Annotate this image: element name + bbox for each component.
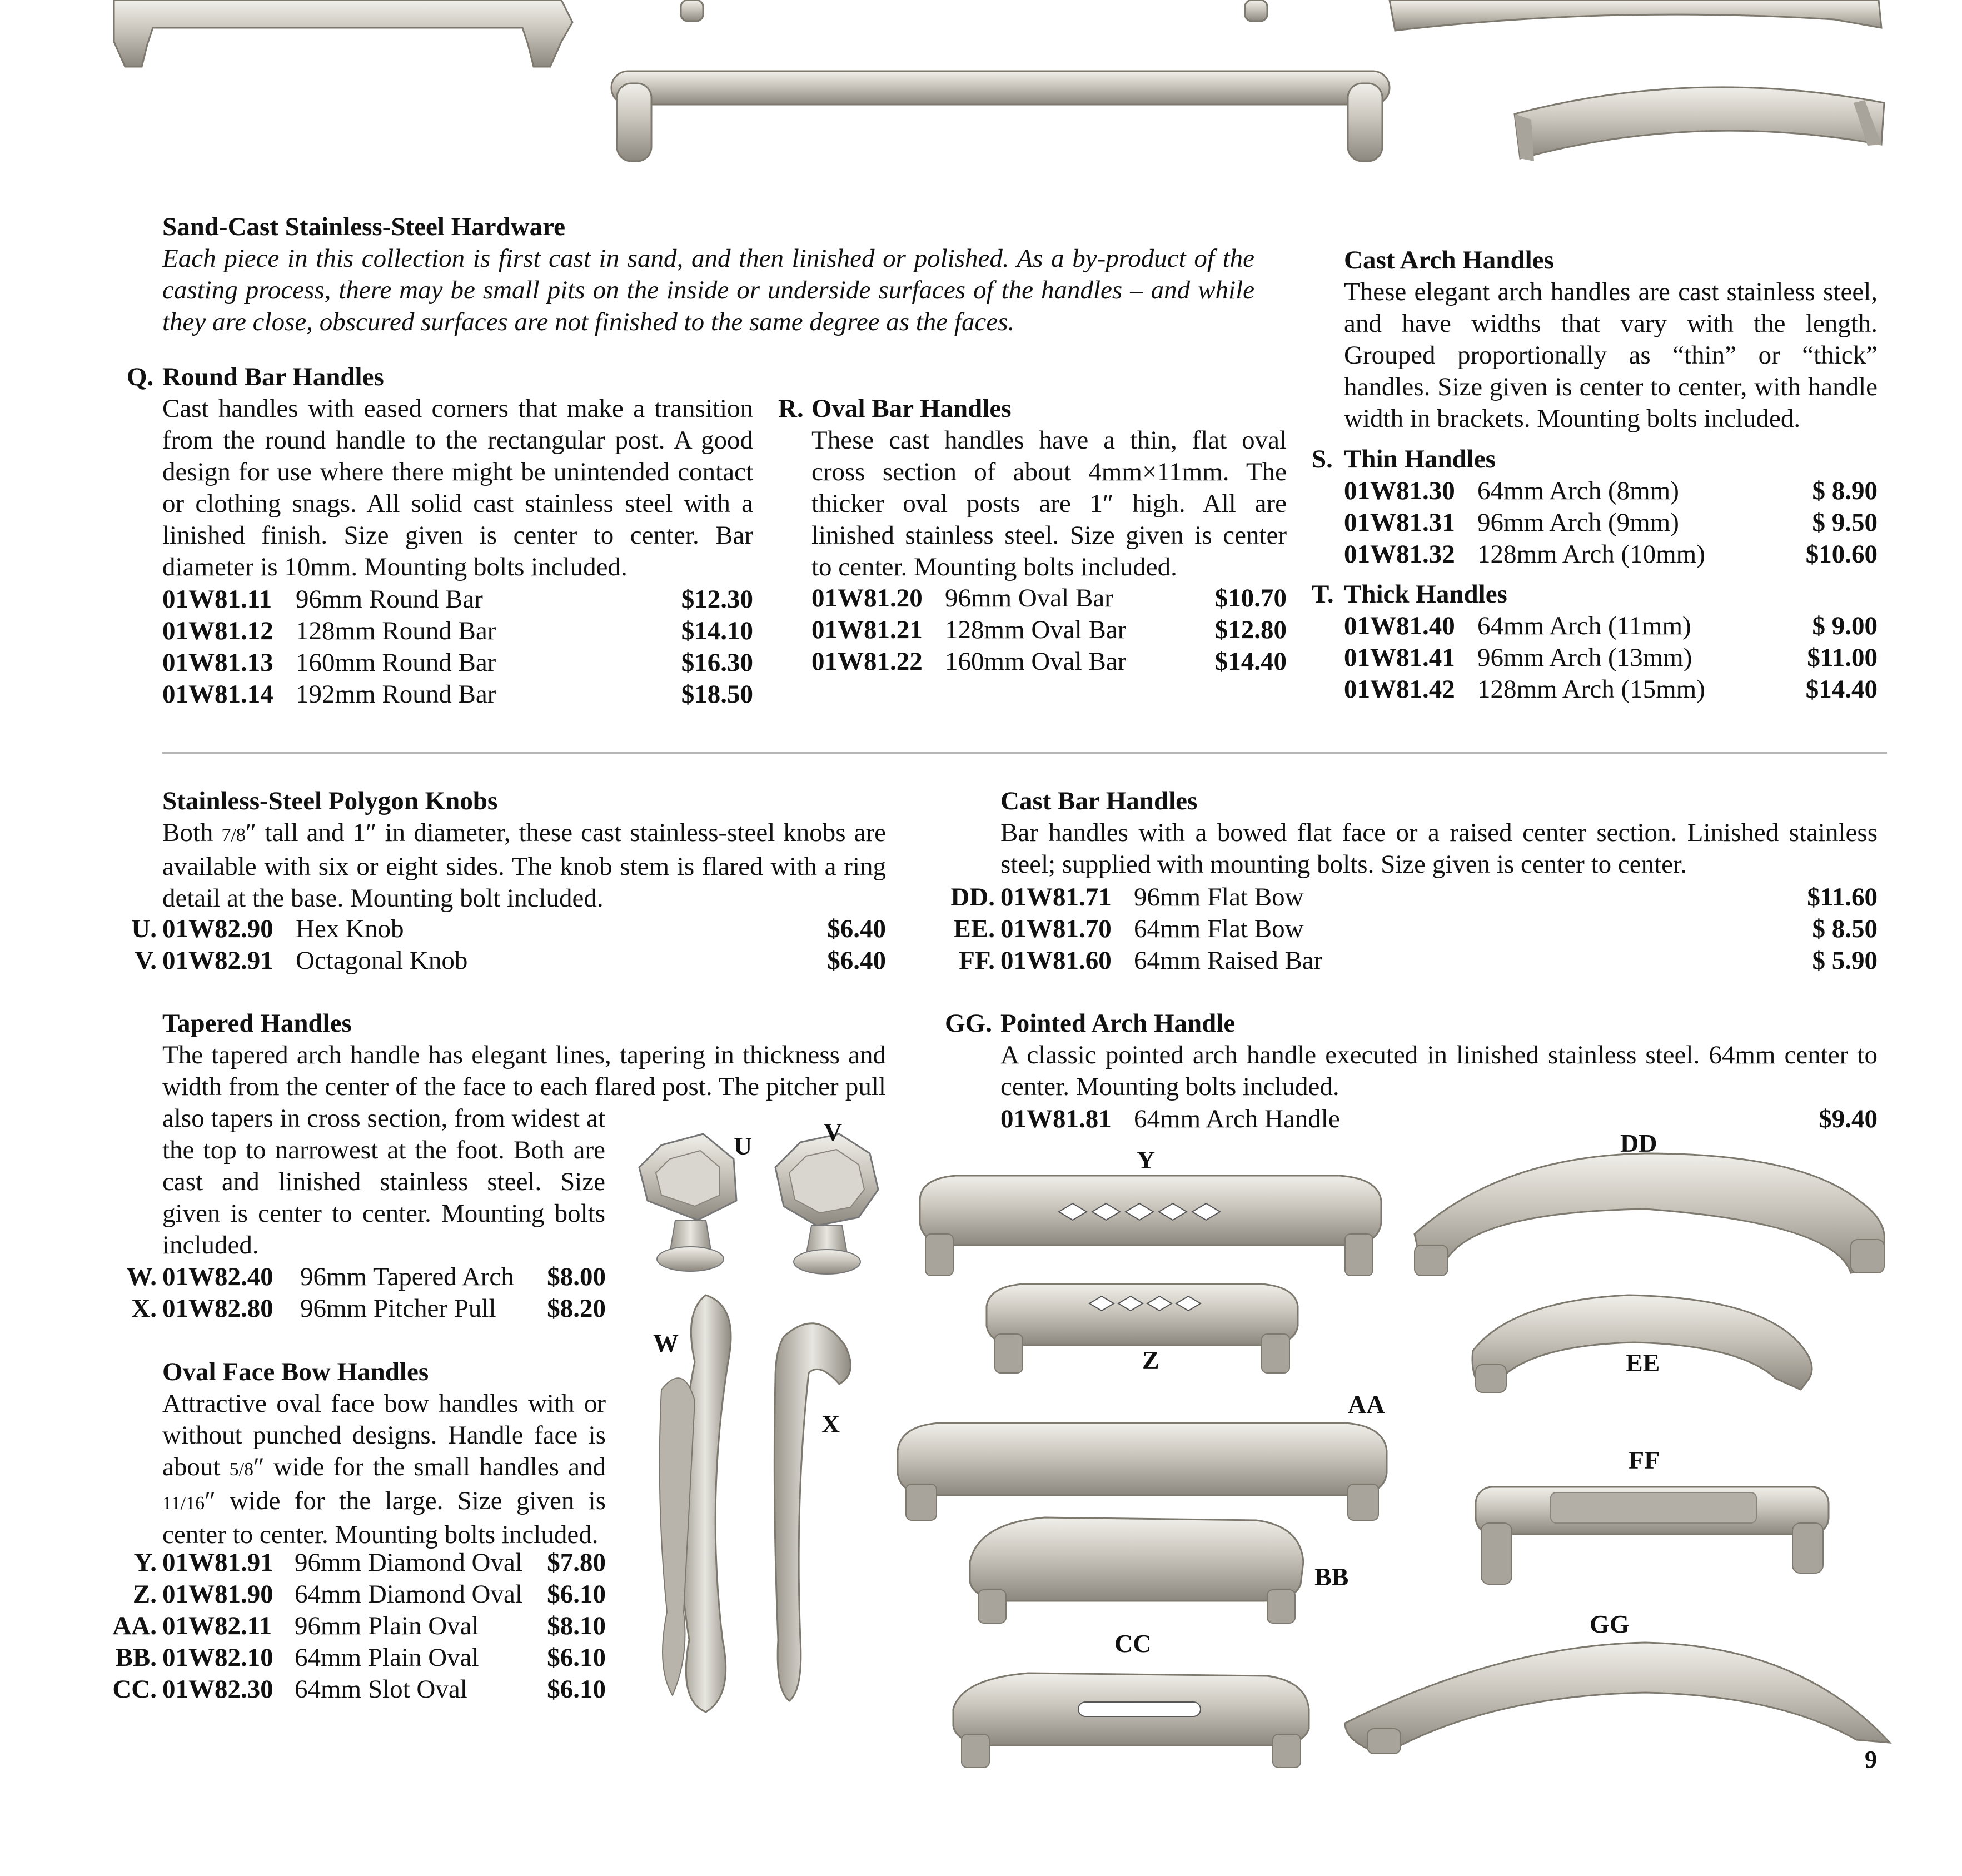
- item-letter: W.: [126, 1262, 157, 1291]
- item-letter: Z.: [132, 1580, 157, 1609]
- oval-face-text-c: ″ wide for the large. Size given is center to center. Mounting bolts included.: [162, 1486, 606, 1549]
- photo-label-w: W: [653, 1329, 679, 1357]
- photo-label-bb: BB: [1314, 1562, 1349, 1591]
- item-desc: 192mm Round Bar: [296, 680, 496, 709]
- item-code: 01W81.14: [162, 680, 273, 709]
- tapered-text: [162, 1039, 886, 1260]
- item-price: $18.50: [681, 680, 753, 709]
- list-item: [1000, 1103, 1878, 1135]
- raised-bar-handle-photo: [1476, 1487, 1829, 1584]
- list-item: [162, 679, 753, 710]
- item-desc: 96mm Tapered Arch: [300, 1262, 514, 1291]
- item-desc: 64mm Arch Handle: [1134, 1104, 1340, 1133]
- item-desc: 96mm Arch (9mm): [1477, 508, 1679, 537]
- item-code: 01W81.21: [811, 615, 923, 644]
- photo-label-cc: CC: [1114, 1629, 1152, 1658]
- item-desc: 96mm Arch (13mm): [1477, 643, 1692, 672]
- oval-bar-title: Oval Bar Handles: [811, 394, 1012, 423]
- list-item: [162, 584, 753, 615]
- top-handle-mid-photo: [681, 0, 1267, 21]
- item-price: $ 5.90: [1812, 946, 1878, 975]
- item-letter: U.: [131, 914, 157, 943]
- round-bar-handle-photo: [611, 71, 1390, 161]
- item-code: 01W81.81: [1000, 1104, 1112, 1133]
- item-desc: 128mm Oval Bar: [945, 615, 1127, 644]
- item-desc: 96mm Pitcher Pull: [300, 1294, 496, 1323]
- item-price: $ 9.50: [1812, 508, 1878, 537]
- item-desc: 64mm Flat Bow: [1134, 914, 1304, 943]
- item-code: 01W81.70: [1000, 914, 1112, 943]
- photo-label-ff: FF: [1629, 1446, 1660, 1474]
- photo-label-v: V: [824, 1118, 843, 1146]
- item-code: 01W81.32: [1344, 540, 1455, 569]
- item-price: $6.40: [827, 946, 886, 975]
- cast-bar-text: Bar handles with a bowed flat face or a raised center section. Linished stainless steel; supplied with mounting bolts. Size given is center to center.: [1000, 818, 1878, 879]
- item-price: $7.80: [547, 1548, 606, 1577]
- item-desc: 128mm Round Bar: [296, 616, 496, 645]
- item-desc: 128mm Arch (10mm): [1477, 540, 1705, 569]
- item-desc: 96mm Round Bar: [296, 585, 483, 614]
- slot-oval-handle-photo: [953, 1673, 1309, 1768]
- thick-handles-title: Thick Handles: [1344, 580, 1507, 609]
- photo-label-ee: EE: [1626, 1348, 1660, 1377]
- item-code: 01W81.60: [1000, 946, 1112, 975]
- list-item: [1344, 475, 1878, 507]
- oval-face-text-a: Attractive oval face bow handles with or without punched designs. Handle face is about: [162, 1389, 606, 1481]
- arch-handle-photo: [1515, 87, 1884, 161]
- list-item: [811, 614, 1287, 646]
- section-divider: [162, 752, 1887, 754]
- tapered-title: Tapered Handles: [162, 1009, 352, 1038]
- round-bar-text: Cast handles with eased corners that make a transition from the round handle to the rectangular post. A good design for use where there might be unintended contact or clothing snags. All solid cast stainless steel with a linished finish. Size given is center to center. Bar diameter is 10mm. Mounting bolts included.: [162, 394, 753, 581]
- list-item: [1344, 610, 1878, 642]
- cast-arch-text: These elegant arch handles are cast stainless steel, and have widths that vary with the length. Grouped proportionally as “thin” or “thick” handles. Size given is center to center, with handle width in brackets. Mounting bolts included.: [1344, 277, 1878, 433]
- pointed-arch-text: A classic pointed arch handle executed in linished stainless steel. 64mm center to center. Mounting bolts included.: [1000, 1041, 1878, 1101]
- list-item: [811, 646, 1287, 678]
- fraction: 11/16: [162, 1493, 205, 1514]
- item-desc: 96mm Plain Oval: [295, 1611, 479, 1640]
- photo-label-x: X: [821, 1410, 840, 1438]
- list-item: [106, 1579, 606, 1610]
- intro-text: Each piece in this collection is first cast in sand, and then linished or polished. As a by-product of the casting process, there may be small pits on the inside or underside surfaces of the handles – and while they are close, obscured surfaces are not finished to the same degree as the faces.: [162, 244, 1254, 336]
- item-price: $8.00: [547, 1262, 606, 1291]
- list-item: [939, 945, 1878, 977]
- item-desc: 64mm Arch (8mm): [1477, 476, 1679, 505]
- item-price: $10.60: [1805, 540, 1878, 569]
- item-desc: 64mm Plain Oval: [295, 1643, 479, 1672]
- item-code: 01W81.42: [1344, 675, 1455, 704]
- item-price: $10.70: [1214, 584, 1287, 613]
- item-desc: 64mm Arch (11mm): [1477, 611, 1691, 640]
- item-desc: 96mm Oval Bar: [945, 584, 1113, 613]
- photo-label-aa: AA: [1348, 1390, 1385, 1419]
- item-letter: AA.: [112, 1611, 157, 1640]
- item-price: $14.40: [1805, 675, 1878, 704]
- item-code: 01W81.11: [162, 585, 272, 614]
- photo-label-gg: GG: [1590, 1610, 1630, 1638]
- item-letter: BB.: [115, 1643, 157, 1672]
- plain-oval-96-handle-photo: [898, 1423, 1387, 1520]
- item-price: $8.10: [547, 1611, 606, 1640]
- item-code: 01W81.71: [1000, 883, 1112, 912]
- oval-face-text: [162, 1388, 606, 1551]
- list-item: [939, 913, 1878, 945]
- list-item: [1344, 539, 1878, 570]
- item-price: $14.40: [1214, 647, 1287, 676]
- item-code: 01W81.31: [1344, 508, 1455, 537]
- pitcher-pull-handle-photo: [774, 1323, 850, 1701]
- list-item: [106, 1547, 606, 1579]
- intro-title: Sand-Cast Stainless-Steel Hardware: [162, 212, 566, 241]
- item-code: 01W82.90: [162, 914, 273, 943]
- item-code: 01W81.41: [1344, 643, 1455, 672]
- item-desc: 160mm Oval Bar: [945, 647, 1127, 676]
- item-code: 01W81.22: [811, 647, 923, 676]
- list-item: [162, 647, 753, 679]
- item-desc: 160mm Round Bar: [296, 648, 496, 677]
- item-price: $6.10: [547, 1675, 606, 1704]
- photo-label-u: U: [734, 1132, 753, 1160]
- item-code: 01W82.11: [162, 1611, 272, 1640]
- list-item: [811, 583, 1287, 614]
- pointed-arch-letter: GG.: [945, 1009, 992, 1038]
- round-bar-title: Round Bar Handles: [162, 362, 384, 391]
- item-price: $12.30: [681, 585, 753, 614]
- item-code: 01W81.90: [162, 1580, 273, 1609]
- oval-bar-letter: R.: [778, 394, 804, 423]
- list-item: [106, 1642, 606, 1674]
- photo-label-dd: DD: [1620, 1129, 1657, 1157]
- item-price: $12.80: [1214, 615, 1287, 644]
- polygon-knobs-text: [162, 817, 886, 914]
- item-desc: 64mm Diamond Oval: [295, 1580, 522, 1609]
- list-item: [1344, 507, 1878, 539]
- list-item: [111, 913, 886, 945]
- list-item: [111, 945, 886, 977]
- list-item: [106, 1674, 606, 1705]
- item-code: 01W81.20: [811, 584, 923, 613]
- item-letter: FF.: [959, 946, 995, 975]
- page-number: 9: [1865, 1746, 1877, 1773]
- list-item: [106, 1610, 606, 1642]
- item-desc: 96mm Flat Bow: [1134, 883, 1304, 912]
- list-item: [111, 1293, 606, 1325]
- item-price: $6.10: [547, 1580, 606, 1609]
- item-code: 01W82.40: [162, 1262, 273, 1291]
- item-letter: CC.: [112, 1675, 157, 1704]
- list-item: [111, 1261, 606, 1293]
- top-handle-right-photo: [1390, 0, 1881, 31]
- thin-handles-letter: S.: [1312, 445, 1333, 474]
- item-desc: 96mm Diamond Oval: [295, 1548, 522, 1577]
- oval-face-title: Oval Face Bow Handles: [162, 1357, 429, 1386]
- oval-bar-text: These cast handles have a thin, flat oval cross section of about 4mm×11mm. The thicker oval posts are 1″ high. All are linished stainless steel. Size given is center to center. Mounting bolts included.: [811, 426, 1287, 581]
- list-item: [939, 882, 1878, 913]
- fraction: 7/8: [221, 825, 246, 845]
- thick-handles-letter: T.: [1312, 580, 1334, 609]
- item-letter: Y.: [133, 1548, 157, 1577]
- round-bar-letter: Q.: [127, 362, 154, 391]
- item-code: 01W81.30: [1344, 476, 1455, 505]
- item-price: $ 9.00: [1812, 611, 1878, 640]
- item-price: $6.10: [547, 1643, 606, 1672]
- flat-bow-64-handle-photo: [1472, 1295, 1812, 1392]
- item-code: 01W82.10: [162, 1643, 273, 1672]
- item-desc: Octagonal Knob: [296, 946, 468, 975]
- list-item: [1344, 642, 1878, 674]
- oval-face-text-b: ″ wide for the small handles and: [253, 1452, 606, 1481]
- item-price: $16.30: [681, 648, 753, 677]
- plain-oval-64-handle-photo: [970, 1517, 1303, 1623]
- cast-arch-title: Cast Arch Handles: [1344, 246, 1554, 275]
- item-price: $ 8.50: [1812, 914, 1878, 943]
- item-letter: X.: [131, 1294, 157, 1323]
- item-desc: 64mm Slot Oval: [295, 1675, 467, 1704]
- item-price: $6.40: [827, 914, 886, 943]
- pointed-arch-handle-photo: [1345, 1643, 1890, 1754]
- item-price: $14.10: [681, 616, 753, 645]
- list-item: [1344, 674, 1878, 705]
- diamond-oval-96-handle-photo: [920, 1176, 1381, 1276]
- tapered-paragraph: The tapered arch handle has elegant lines, tapering in thickness and width from the center of the face to each flared post. The pitcher pull also tapers in cross section, from widest at the top to narrowest at the foot. Both are cast and linished stainless steel. Size given is center to center. Mounting bolts included.: [162, 1041, 886, 1260]
- photo-label-y: Y: [1137, 1146, 1156, 1174]
- item-code: 01W81.40: [1344, 611, 1455, 640]
- item-price: $8.20: [547, 1294, 606, 1323]
- item-price: $9.40: [1819, 1104, 1878, 1133]
- photo-label-z: Z: [1142, 1346, 1159, 1374]
- fraction: 5/8: [229, 1459, 254, 1480]
- item-code: 01W82.30: [162, 1675, 273, 1704]
- item-desc: 64mm Raised Bar: [1134, 946, 1323, 975]
- item-price: $11.60: [1807, 883, 1878, 912]
- cast-bar-title: Cast Bar Handles: [1000, 787, 1198, 815]
- item-letter: V.: [135, 946, 157, 975]
- item-code: 01W81.13: [162, 648, 273, 677]
- item-letter: DD.: [950, 883, 995, 912]
- item-price: $ 8.90: [1812, 476, 1878, 505]
- polygon-knobs-title: Stainless-Steel Polygon Knobs: [162, 787, 498, 815]
- top-handle-left-photo: [114, 0, 572, 67]
- item-code: 01W81.91: [162, 1548, 273, 1577]
- flat-bow-96-handle-photo: [1415, 1153, 1884, 1276]
- pointed-arch-title: Pointed Arch Handle: [1000, 1009, 1236, 1038]
- list-item: [162, 615, 753, 647]
- item-desc: 128mm Arch (15mm): [1477, 675, 1705, 704]
- item-code: 01W82.91: [162, 946, 273, 975]
- item-price: $11.00: [1807, 643, 1878, 672]
- thin-handles-title: Thin Handles: [1344, 445, 1496, 474]
- polygon-knobs-text-b: ″ tall and 1″ in diameter, these cast stainless-steel knobs are available with six or eight sides. The knob stem is flared with a ring detail at the base. Mounting bolt included.: [162, 818, 886, 913]
- item-letter: EE.: [953, 914, 995, 943]
- item-code: 01W81.12: [162, 616, 273, 645]
- polygon-knobs-text-a: Both: [162, 818, 222, 847]
- item-code: 01W82.80: [162, 1294, 273, 1323]
- item-desc: Hex Knob: [296, 914, 404, 943]
